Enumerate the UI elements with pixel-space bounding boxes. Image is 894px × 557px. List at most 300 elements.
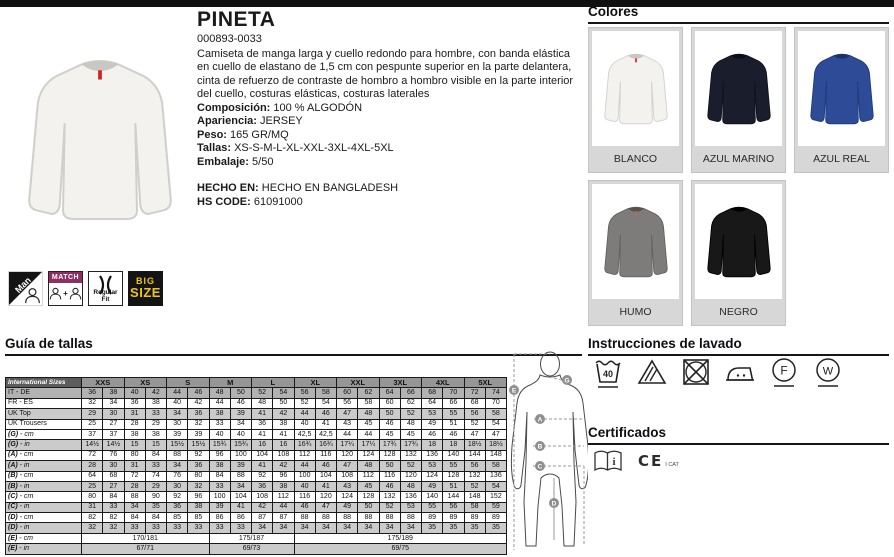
size-cell: 38	[103, 388, 124, 398]
size-cell: 60	[337, 388, 358, 398]
table-row	[6, 429, 507, 439]
spec-line: Embalaje: 5/50	[197, 155, 274, 168]
color-name: BLANCO	[613, 152, 658, 165]
table-row	[6, 409, 507, 419]
size-cell: 62	[358, 388, 379, 398]
size-cell: 50	[358, 502, 379, 512]
size-column-header: M	[209, 378, 252, 388]
size-cell: 38	[273, 481, 294, 491]
dry-clean-f-icon	[768, 356, 800, 395]
instruction-booklet-icon	[592, 448, 624, 474]
size-cell: 108	[337, 471, 358, 481]
size-cell: 48	[400, 481, 421, 491]
row-label: UK Top	[6, 409, 82, 419]
size-cell: 45	[379, 429, 400, 439]
wet-clean-w-icon	[812, 356, 844, 395]
size-cell: 41	[252, 461, 273, 471]
color-card-azul-marino	[691, 27, 786, 173]
size-cell: 34	[315, 523, 336, 533]
size-cell: 33	[209, 419, 230, 429]
size-cell: 132	[400, 450, 421, 460]
size-cell: 40	[294, 481, 315, 491]
size-cell: 50	[379, 409, 400, 419]
size-cell: 33	[167, 523, 188, 533]
size-cell: 50	[230, 388, 251, 398]
table-row	[6, 502, 507, 512]
row-label: (D) - in	[6, 523, 82, 533]
row-label: (C) - in	[6, 502, 82, 512]
size-cell: 64	[379, 388, 400, 398]
product-photo	[5, 12, 195, 268]
size-cell: 62	[400, 398, 421, 408]
size-cell: 33	[230, 523, 251, 533]
corner-label: International Sizes	[6, 378, 82, 388]
size-cell: 136	[422, 450, 443, 460]
size-cell: 33	[145, 409, 166, 419]
regular-fit-label: Regular Fit	[93, 289, 118, 303]
svg-text:W: W	[822, 365, 834, 378]
size-cell: 53	[422, 409, 443, 419]
size-cell: 34	[358, 523, 379, 533]
certificates-row	[592, 448, 679, 474]
size-cell: 42	[188, 398, 209, 408]
big-size-line1: BIG	[135, 276, 155, 286]
size-cell: 116	[294, 492, 315, 502]
size-cell: 25	[82, 481, 103, 491]
size-cell: 58	[464, 502, 485, 512]
size-cell: 34	[103, 398, 124, 408]
size-cell: 46	[443, 429, 464, 439]
size-cell: 35	[464, 523, 485, 533]
measure-marker-A	[535, 414, 545, 424]
size-cell: 128	[379, 450, 400, 460]
size-cell: 53	[400, 502, 421, 512]
size-cell: 96	[188, 492, 209, 502]
size-cell: 27	[103, 481, 124, 491]
size-cell: 124	[358, 450, 379, 460]
size-cell: 50	[273, 398, 294, 408]
svg-text:G: G	[564, 377, 570, 385]
size-cell-span: 69/75	[294, 544, 507, 554]
size-cell: 49	[422, 481, 443, 491]
color-card-blanco	[588, 27, 683, 173]
size-cell: 136	[485, 471, 506, 481]
size-cell: 25	[82, 419, 103, 429]
size-cell: 39	[188, 429, 209, 439]
size-cell: 84	[103, 492, 124, 502]
size-cell: 120	[400, 471, 421, 481]
row-label: (G) - in	[6, 440, 82, 450]
size-cell: 58	[358, 398, 379, 408]
made-in-line: HECHO EN: HECHO EN BANGLADESH	[197, 182, 399, 194]
size-cell: 56	[294, 388, 315, 398]
size-cell: 64	[422, 398, 443, 408]
big-size-badge	[128, 271, 163, 306]
table-header-row	[6, 378, 507, 388]
size-cell-span: 170/181	[82, 533, 210, 543]
size-cell: 89	[422, 513, 443, 523]
size-cell: 128	[443, 471, 464, 481]
size-cell: 33	[103, 502, 124, 512]
size-cell: 44	[294, 409, 315, 419]
size-cell: 55	[443, 461, 464, 471]
size-column-header: L	[252, 378, 295, 388]
size-cell: 39	[167, 429, 188, 439]
row-label: (E) - cm	[6, 533, 82, 543]
size-cell: 88	[124, 492, 145, 502]
size-cell: 16¾	[315, 440, 336, 450]
size-cell: 70	[485, 398, 506, 408]
table-row	[6, 481, 507, 491]
table-row	[6, 388, 507, 398]
size-cell: 34	[230, 419, 251, 429]
size-cell: 87	[252, 513, 273, 523]
table-row	[6, 544, 507, 554]
size-cell: 46	[422, 429, 443, 439]
size-cell: 76	[103, 450, 124, 460]
size-cell: 64	[82, 471, 103, 481]
page-title: PINETA	[197, 8, 276, 31]
size-cell-span: 67/71	[82, 544, 210, 554]
colors-heading: Colores	[588, 4, 889, 24]
size-cell: 34	[294, 523, 315, 533]
size-cell: 108	[252, 492, 273, 502]
size-cell: 40	[209, 429, 230, 439]
size-cell: 90	[145, 492, 166, 502]
size-cell: 17¾	[400, 440, 421, 450]
size-cell: 51	[443, 481, 464, 491]
size-cell: 82	[103, 513, 124, 523]
size-cell: 35	[422, 523, 443, 533]
table-row	[6, 419, 507, 429]
size-cell: 92	[252, 471, 273, 481]
size-cell: 88	[230, 471, 251, 481]
svg-text:C: C	[537, 463, 543, 471]
size-cell: 100	[230, 450, 251, 460]
size-cell: 36	[124, 398, 145, 408]
size-column-header: 3XL	[379, 378, 422, 388]
size-cell: 68	[422, 388, 443, 398]
size-cell: 44	[167, 388, 188, 398]
size-cell: 17¾	[379, 440, 400, 450]
size-cell: 34	[379, 523, 400, 533]
size-cell: 36	[252, 481, 273, 491]
size-cell: 84	[145, 450, 166, 460]
color-card-negro	[691, 180, 786, 326]
size-cell: 54	[315, 398, 336, 408]
size-cell: 49	[337, 502, 358, 512]
row-label: (E) - in	[6, 544, 82, 554]
size-cell: 15¾	[230, 440, 251, 450]
size-cell: 70	[443, 388, 464, 398]
size-cell: 116	[315, 450, 336, 460]
size-cell: 35	[485, 523, 506, 533]
size-column-header: XXS	[82, 378, 125, 388]
do-not-tumble-dry-icon	[680, 356, 712, 395]
size-cell: 48	[358, 461, 379, 471]
size-cell: 34	[124, 502, 145, 512]
color-photo	[592, 31, 679, 146]
size-cell: 44	[337, 429, 358, 439]
product-specs	[197, 102, 585, 170]
size-cell: 46	[315, 461, 336, 471]
size-cell: 66	[443, 398, 464, 408]
row-label: (B) - cm	[6, 471, 82, 481]
size-cell: 42	[273, 409, 294, 419]
size-column-header: 5XL	[464, 378, 507, 388]
size-cell: 33	[209, 523, 230, 533]
ce-category-note: I CAT	[665, 462, 679, 468]
size-cell: 55	[443, 409, 464, 419]
size-cell: 108	[273, 450, 294, 460]
man-badge-label: Man	[13, 275, 33, 295]
product-info	[197, 8, 585, 209]
size-cell: 88	[167, 450, 188, 460]
color-photo	[695, 31, 782, 146]
match-badge	[48, 271, 83, 306]
size-cell: 28	[82, 461, 103, 471]
measure-marker-G	[562, 375, 572, 385]
size-cell: 34	[167, 409, 188, 419]
size-cell: 15	[145, 440, 166, 450]
size-cell: 41	[273, 429, 294, 439]
svg-text:D: D	[551, 500, 557, 508]
table-row	[6, 450, 507, 460]
size-cell: 47	[485, 429, 506, 439]
size-cell: 18	[422, 440, 443, 450]
size-cell: 80	[82, 492, 103, 502]
size-cell: 56	[443, 502, 464, 512]
size-cell: 16	[273, 440, 294, 450]
measure-marker-D	[549, 498, 559, 508]
size-cell: 54	[485, 481, 506, 491]
size-cell: 46	[379, 481, 400, 491]
size-cell: 47	[315, 502, 336, 512]
size-cell: 44	[273, 502, 294, 512]
size-cell: 42,5	[315, 429, 336, 439]
size-cell: 88	[337, 513, 358, 523]
size-cell: 37	[103, 429, 124, 439]
size-cell: 40	[230, 429, 251, 439]
size-cell: 89	[485, 513, 506, 523]
size-cell: 52	[252, 388, 273, 398]
size-cell: 38	[209, 461, 230, 471]
table-row	[6, 471, 507, 481]
size-cell: 58	[315, 388, 336, 398]
color-photo	[695, 184, 782, 299]
size-cell: 48	[400, 419, 421, 429]
measure-marker-C	[535, 461, 545, 471]
size-cell: 74	[145, 471, 166, 481]
size-cell: 46	[315, 409, 336, 419]
size-cell: 37	[82, 429, 103, 439]
size-cell: 87	[273, 513, 294, 523]
size-cell: 72	[464, 388, 485, 398]
size-cell: 41	[315, 419, 336, 429]
size-cell: 144	[443, 492, 464, 502]
bleach-non-chlorine-icon	[636, 356, 668, 395]
size-cell: 34	[252, 523, 273, 533]
size-cell: 120	[337, 450, 358, 460]
size-cell: 44	[358, 429, 379, 439]
iron-medium-icon	[724, 356, 756, 395]
size-cell: 46	[294, 502, 315, 512]
size-cell: 52	[400, 409, 421, 419]
svg-text:i: i	[612, 456, 616, 468]
size-cell: 44	[294, 461, 315, 471]
size-cell: 104	[315, 471, 336, 481]
size-cell: 52	[400, 461, 421, 471]
size-cell-span: 69/73	[209, 544, 294, 554]
size-cell: 100	[209, 492, 230, 502]
size-cell: 14½	[82, 440, 103, 450]
size-cell: 39	[209, 502, 230, 512]
big-size-line2: SIZE	[130, 285, 161, 300]
table-row	[6, 492, 507, 502]
svg-text:40: 40	[602, 369, 614, 379]
size-cell: 38	[188, 502, 209, 512]
size-cell: 88	[400, 513, 421, 523]
size-cell: 31	[124, 461, 145, 471]
size-cell: 50	[379, 461, 400, 471]
size-guide-heading: Guía de tallas	[5, 336, 582, 356]
washing-heading: Instrucciones de lavado	[588, 336, 889, 356]
size-cell: 148	[464, 492, 485, 502]
spec-line: Composición: 100 % ALGODÓN	[197, 101, 363, 114]
size-cell: 84	[145, 513, 166, 523]
size-cell: 124	[337, 492, 358, 502]
row-label: (A) - in	[6, 461, 82, 471]
size-cell: 56	[337, 398, 358, 408]
size-cell: 104	[230, 492, 251, 502]
color-card-humo	[588, 180, 683, 326]
spec-line: Apariencia: JERSEY	[197, 115, 303, 127]
size-cell: 15½	[167, 440, 188, 450]
size-cell: 152	[485, 492, 506, 502]
size-cell: 16	[252, 440, 273, 450]
size-cell: 56	[464, 409, 485, 419]
size-cell: 48	[209, 388, 230, 398]
row-label: (G) - cm	[6, 429, 82, 439]
size-cell-span: 175/189	[294, 533, 507, 543]
size-cell: 36	[167, 502, 188, 512]
svg-text:B: B	[537, 443, 543, 451]
size-cell: 46	[188, 388, 209, 398]
table-row	[6, 513, 507, 523]
row-label: (A) - cm	[6, 450, 82, 460]
size-cell: 132	[464, 471, 485, 481]
color-name: HUMO	[619, 305, 652, 318]
feature-badges	[8, 271, 163, 306]
size-cell: 36	[82, 388, 103, 398]
measure-marker-E	[509, 385, 519, 395]
size-cell: 80	[124, 450, 145, 460]
size-cell: 124	[422, 471, 443, 481]
color-name: AZUL MARINO	[702, 152, 775, 165]
row-label: (D) - cm	[6, 513, 82, 523]
size-cell: 148	[485, 450, 506, 460]
row-label: (C) - cm	[6, 492, 82, 502]
size-cell: 88	[294, 513, 315, 523]
size-cell: 40	[124, 388, 145, 398]
size-cell: 104	[252, 450, 273, 460]
size-cell: 33	[145, 461, 166, 471]
size-cell: 80	[188, 471, 209, 481]
ce-mark-text: CE	[638, 452, 664, 470]
size-cell: 42	[273, 461, 294, 471]
svg-text:F: F	[780, 363, 788, 378]
size-cell: 29	[145, 481, 166, 491]
size-cell: 35	[443, 523, 464, 533]
table-row	[6, 533, 507, 543]
size-cell: 52	[379, 502, 400, 512]
size-cell: 33	[188, 523, 209, 533]
size-cell: 56	[464, 461, 485, 471]
table-row	[6, 398, 507, 408]
svg-text:A: A	[537, 416, 543, 424]
size-column-header: XS	[124, 378, 167, 388]
size-guide-table	[5, 377, 507, 555]
shirt-image	[16, 20, 184, 260]
shirt-image	[702, 194, 776, 290]
hs-code-line: HS CODE: 61091000	[197, 195, 303, 208]
size-cell: 49	[422, 419, 443, 429]
row-label: (B) - in	[6, 481, 82, 491]
size-cell: 85	[188, 513, 209, 523]
size-cell: 43	[337, 481, 358, 491]
size-cell: 47	[337, 409, 358, 419]
size-cell: 136	[400, 492, 421, 502]
size-cell: 92	[167, 492, 188, 502]
size-cell: 36	[252, 419, 273, 429]
match-badge-label: MATCH	[49, 272, 82, 283]
size-cell: 32	[188, 419, 209, 429]
size-cell: 41	[315, 481, 336, 491]
size-cell: 39	[230, 461, 251, 471]
size-cell: 38	[273, 419, 294, 429]
size-cell: 18½	[464, 440, 485, 450]
size-cell: 58	[485, 409, 506, 419]
regular-fit-badge	[88, 271, 123, 306]
shirt-image	[599, 194, 673, 290]
size-cell: 34	[273, 523, 294, 533]
size-cell: 89	[464, 513, 485, 523]
size-cell: 30	[103, 409, 124, 419]
shirt-image	[805, 41, 879, 137]
size-cell: 18½	[485, 440, 506, 450]
color-photo	[592, 184, 679, 299]
size-cell: 28	[124, 419, 145, 429]
size-cell: 66	[400, 388, 421, 398]
table-row	[6, 461, 507, 471]
size-cell: 34	[337, 523, 358, 533]
size-cell: 39	[230, 409, 251, 419]
size-column-header: XXL	[337, 378, 380, 388]
size-cell: 52	[464, 419, 485, 429]
row-label: UK Trousers	[6, 419, 82, 429]
size-cell: 40	[294, 419, 315, 429]
body-measurement-figure	[506, 350, 588, 557]
size-cell: 86	[230, 513, 251, 523]
size-cell: 53	[422, 461, 443, 471]
size-cell: 112	[294, 450, 315, 460]
person-icon	[69, 287, 82, 300]
size-cell: 41	[252, 429, 273, 439]
size-cell: 120	[315, 492, 336, 502]
size-cell: 84	[209, 471, 230, 481]
wash-40-icon	[592, 356, 624, 395]
size-cell: 38	[124, 429, 145, 439]
